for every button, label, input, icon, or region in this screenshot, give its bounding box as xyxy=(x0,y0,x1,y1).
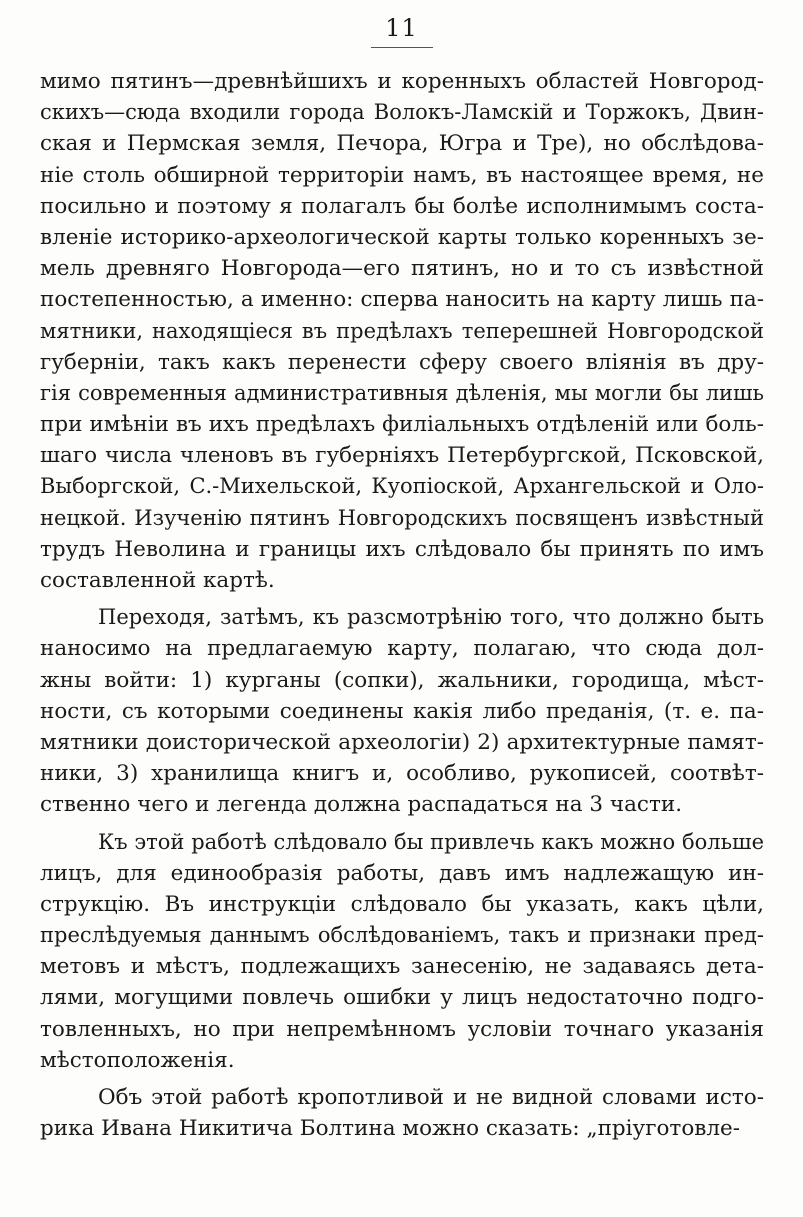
text-line: составленной картѣ. xyxy=(40,568,275,593)
body-text xyxy=(40,66,764,1144)
text-line: рика Ивана Никитича Болтина можно сказать: „пріуготовле- xyxy=(40,1116,741,1142)
text-line: мель древняго Новгорода—его пятинъ, но и то съ извѣстной xyxy=(40,256,764,282)
text-line: шаго числа членовъ въ губерніяхъ Петербургской, Псковской, xyxy=(40,443,764,469)
header-rule xyxy=(371,47,433,48)
text-line: наносимо на предлагаемую карту, полагаю, что сюда дол- xyxy=(40,636,764,662)
text-line: жны войти: 1) курганы (сопки), жальники, городища, мѣст- xyxy=(40,667,764,693)
page-number: 11 xyxy=(385,14,418,42)
text-line: мимо пятинъ—древнѣйшихъ и коренныхъ областей Новгород- xyxy=(40,69,764,94)
text-line: преслѣдуемыя даннымъ обслѣдованіемъ, такъ и признаки пред- xyxy=(40,923,764,948)
text-line: метовъ и мѣстъ, подлежащихъ занесенію, не задаваясь дета- xyxy=(40,954,764,980)
paragraph xyxy=(40,1082,764,1144)
text-line: Выборгской, С.-Михельской, Куопіоской, Архангельской и Оло- xyxy=(40,474,764,499)
text-line: струкцію. Въ инструкціи слѣдовало бы указать, какъ цѣли, xyxy=(40,891,764,917)
text-line: посильно и поэтому я полагалъ бы болѣе исполнимымъ соста- xyxy=(40,193,764,219)
text-line: ніе столь обширной территоріи намъ, въ настоящее время, не xyxy=(40,162,764,188)
text-line: лями, могущими повлечь ошибки у лицъ недостаточно подго- xyxy=(40,985,764,1011)
paragraph xyxy=(40,66,764,596)
text-line: вленіе историко-археологической карты только коренныхъ зе- xyxy=(40,224,764,250)
text-line: ники, 3) хранилища книгъ и, особливо, рукописей, соотвѣт- xyxy=(40,761,764,787)
text-line: постепенностью, а именно: сперва наносить на карту лишь па- xyxy=(40,287,764,313)
text-line: Объ этой работѣ кропотливой и не видной словами исто- xyxy=(98,1085,764,1110)
text-line: товленныхъ, но при непремѣнномъ условіи точнаго указанія xyxy=(40,1016,764,1042)
text-line: лицъ, для единообразія работы, давъ имъ надлежащую ин- xyxy=(40,860,764,886)
text-line: Къ этой работѣ слѣдовало бы привлечь какъ можно больше xyxy=(98,829,764,854)
text-line: ская и Пермская земля, Печора, Югра и Тре), но обслѣдова- xyxy=(40,131,764,157)
text-line: скихъ—сюда входили города Волокъ-Ламскій и Торжокъ, Двин- xyxy=(40,100,764,125)
paragraph xyxy=(40,602,764,820)
text-line: ности, съ которыми соединены какія либо преданія, (т. е. па- xyxy=(40,698,764,724)
text-line: при имѣніи въ ихъ предѣлахъ филіальныхъ отдѣленій или боль- xyxy=(40,412,764,438)
text-line: гія современныя административныя дѣленія, мы могли бы лишь xyxy=(40,380,764,405)
text-line: трудъ Неволина и границы ихъ слѣдовало бы принять по имъ xyxy=(40,536,764,562)
text-line: мятники доисторической археологіи) 2) архитектурные памят- xyxy=(40,729,764,755)
text-line: нецкой. Изученію пятинъ Новгородскихъ посвященъ извѣстный xyxy=(40,505,764,530)
text-line: губерніи, такъ какъ перенести сферу своего вліянія въ дру- xyxy=(40,349,764,375)
text-line: Переходя, затѣмъ, къ разсмотрѣнію того, что должно быть xyxy=(98,605,764,630)
paragraph xyxy=(40,827,764,1077)
text-line: ственно чего и легенда должна распадаться на 3 части. xyxy=(40,792,683,818)
text-line: мятники, находящіеся въ предѣлахъ теперешней Новгородской xyxy=(40,318,764,343)
text-line: мѣстоположенія. xyxy=(40,1047,235,1073)
